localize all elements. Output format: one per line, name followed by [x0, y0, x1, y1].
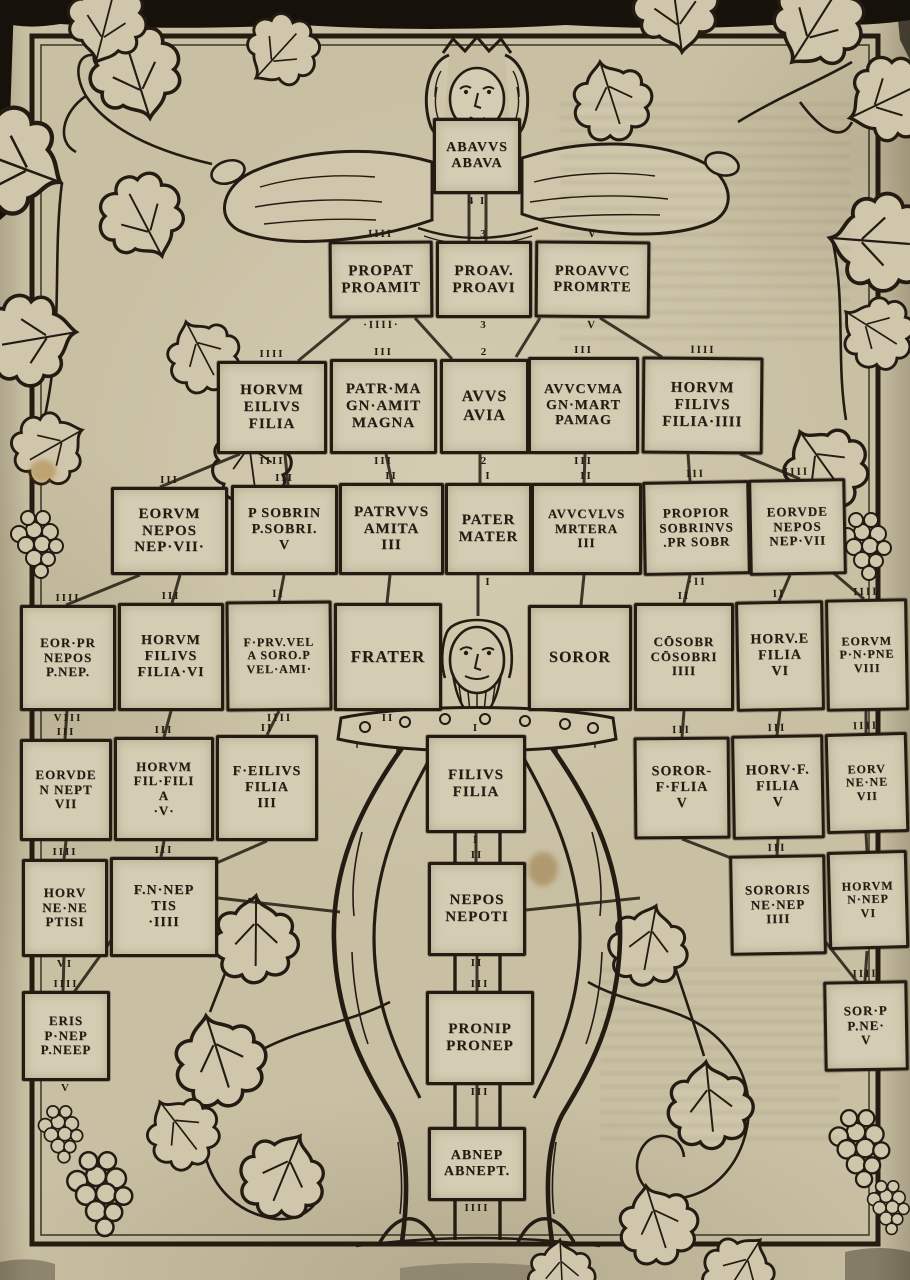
kinship-box-proavvc: [535, 227, 651, 332]
degree-numeral-bottom: III: [574, 455, 593, 467]
kinship-label-line: .PR SOBR: [662, 533, 731, 550]
kinship-box-patruus: [339, 470, 444, 575]
kinship-label-line: AVVCVMA: [543, 381, 624, 397]
kinship-label-line: HORVM: [670, 379, 735, 397]
kinship-box-consobrini: [634, 590, 734, 711]
degree-numeral-top: IIII: [52, 846, 78, 858]
kinship-box-pronip: [426, 978, 534, 1098]
kinship-box-propat: [329, 227, 434, 332]
kinship-label-line: VI: [771, 663, 790, 680]
kinship-label-line: ·V·: [153, 802, 175, 818]
kinship-label-line: EORV: [847, 761, 886, 777]
kinship-label-line: FILIVS: [674, 396, 731, 414]
degree-numeral-bottom: IIII: [266, 711, 293, 725]
kinship-box-p-sobrin: [231, 472, 338, 575]
kinship-box-horv-f-filia-5r: [731, 721, 825, 840]
kinship-label-line: VEL·AMI·: [246, 661, 312, 677]
kinship-label-line: AVIA: [463, 406, 506, 424]
kinship-label-line: EOR·PR: [40, 634, 96, 650]
kinship-label-line: FILIA: [757, 647, 803, 664]
degree-numeral-top: IIII: [259, 348, 285, 360]
kinship-label-line: HORVM: [841, 877, 894, 894]
kinship-label-line: P SOBRIN: [248, 506, 321, 522]
degree-numeral-top: IIII: [852, 719, 879, 733]
kinship-label-line: FILIA: [452, 784, 500, 800]
degree-numeral-bottom: IIII: [464, 1202, 490, 1214]
kinship-label-line: TIS: [151, 899, 177, 915]
kinship-label-line: FILIVS: [447, 767, 505, 784]
kinship-box-eorum-pn-8r: [825, 585, 909, 711]
kinship-label-line: FILIA: [755, 778, 801, 795]
kinship-label-line: PROAV.: [454, 262, 514, 279]
degree-numeral-top: II: [260, 722, 274, 734]
degree-numeral-bottom: II: [381, 712, 395, 724]
kinship-label-line: N·NEP: [846, 891, 889, 907]
kinship-label-line: SOROR: [549, 648, 611, 666]
kinship-box-f-n-nep-tis: [110, 844, 218, 957]
kinship-label-line: HORV: [43, 884, 87, 900]
kinship-label-line: F·FLIA: [655, 779, 709, 796]
kinship-label-line: AVVCVLVS: [547, 505, 626, 521]
kinship-label-line: CŌSOBRI: [650, 648, 718, 664]
kinship-box-eorv-ne-7r2: [825, 719, 910, 834]
kinship-label-line: PAMAG: [555, 413, 612, 429]
kinship-label-line: EORVDE: [766, 503, 828, 520]
kinship-label-line: NEPOTI: [445, 909, 509, 925]
kinship-box-soror: [528, 605, 632, 711]
kinship-label-line: HORVM: [141, 633, 201, 649]
degree-numeral-top: II: [580, 470, 593, 482]
degree-numeral-top: IIII: [55, 592, 81, 604]
degree-numeral-top: IIII: [53, 978, 79, 990]
kinship-box-nepos: [428, 849, 526, 969]
kinship-box-eris-p-nep: [22, 978, 110, 1094]
degree-numeral-bottom: V: [61, 1082, 71, 1094]
degree-numeral-top: 2: [480, 346, 489, 358]
degree-numeral-top: II: [772, 587, 786, 601]
kinship-label-line: P.NE·: [847, 1017, 885, 1033]
kinship-label-line: ERIS: [48, 1012, 84, 1028]
kinship-label-line: NE·NE: [845, 774, 889, 790]
degree-numeral-top: III: [161, 590, 181, 602]
kinship-label-line: PROAMIT: [341, 279, 421, 296]
kinship-label-line: MRTERA: [554, 520, 619, 536]
degree-numeral-bottom: 3: [480, 319, 488, 331]
kinship-label-line: NEPOS: [43, 649, 93, 665]
kinship-label-line: AVVS: [461, 388, 508, 406]
kinship-box-eorude-nepos-7r: [748, 465, 847, 576]
kinship-label-line: FILIA: [248, 415, 296, 432]
degree-numeral-top: III: [275, 472, 294, 484]
kinship-label-line: NEP·VII: [769, 532, 827, 549]
kinship-label-line: NEP·VII·: [134, 539, 205, 556]
kinship-box-avus: [440, 346, 529, 467]
kinship-label-line: EILIVS: [243, 399, 301, 416]
kinship-label-line: ABNEP: [450, 1148, 504, 1164]
degree-numeral-bottom: 4 I: [467, 195, 487, 207]
degree-numeral-bottom: II: [470, 957, 484, 969]
kinship-label-line: F.N·NEP: [133, 883, 195, 899]
kinship-box-horu-filia-6r: [735, 587, 825, 712]
degree-numeral-top: III: [160, 474, 179, 486]
kinship-label-line: F·PRV.VEL: [243, 634, 315, 649]
degree-numeral-top: 3: [480, 228, 488, 240]
kinship-label-line: PATER: [461, 512, 516, 529]
kinship-label-line: SOBRINVS: [659, 519, 734, 536]
kinship-box-patr-magn: [330, 346, 437, 467]
kinship-label-line: V: [278, 537, 291, 553]
kinship-label-line: F·EILIVS: [232, 764, 302, 780]
degree-numeral-bottom: I: [472, 834, 480, 846]
degree-numeral-bottom: I: [485, 576, 492, 588]
kinship-label-line: ABAVVS: [446, 140, 508, 156]
kinship-label-line: SORORIS: [744, 881, 811, 898]
kinship-label-line: HORVM: [136, 758, 192, 774]
kinship-label-line: N NEPT: [39, 781, 93, 797]
kinship-label-line: HORV·F.: [745, 762, 810, 779]
kinship-label-line: ·IIII: [148, 914, 180, 930]
kinship-label-line: VI: [860, 905, 877, 920]
degree-numeral-top: III: [686, 467, 706, 481]
kinship-label-line: VII: [54, 796, 78, 812]
kinship-box-horv-ne-ptisi: [22, 846, 108, 970]
degree-numeral-top: IIII: [690, 343, 716, 357]
kinship-label-line: FIL·FILI: [133, 773, 195, 789]
kinship-box-abavus: [433, 118, 521, 207]
kinship-label-line: PTISI: [45, 914, 85, 930]
kinship-label-line: PATR·MA: [345, 381, 422, 398]
kinship-label-line: FILIVS: [144, 649, 198, 665]
kinship-label-line: A: [158, 788, 170, 803]
degree-numeral-top: I: [485, 470, 492, 482]
degree-numeral-bottom: VIII: [53, 712, 83, 724]
kinship-label-line: P·N·PNE: [839, 646, 895, 662]
kinship-label-line: P.SOBRI.: [251, 522, 318, 538]
kinship-label-line: V: [772, 794, 784, 810]
kinship-box-sor-p-ne: [823, 967, 909, 1071]
kinship-box-abnep: [428, 1127, 526, 1214]
kinship-label-line: GN·AMIT: [345, 398, 422, 415]
kinship-label-line: SOR·P: [843, 1002, 888, 1019]
degree-numeral-top: III: [767, 841, 787, 855]
kinship-label-line: III: [381, 537, 402, 554]
kinship-label-line: CŌSOBR: [653, 633, 715, 649]
kinship-box-avunculus: [531, 470, 642, 575]
kinship-box-f-pru-vel: [226, 587, 333, 725]
kinship-box-filius: [426, 722, 526, 846]
kinship-label-line: PATRVVS: [353, 503, 430, 520]
kinship-label-line: FILIA·VI: [137, 664, 205, 680]
kinship-label-line: FILIA: [245, 780, 289, 796]
kinship-box-horum-filia-6l: [118, 590, 224, 711]
kinship-label-line: EORVM: [841, 633, 893, 649]
kinship-label-line: PROAVVC: [554, 263, 631, 280]
degree-numeral-top: III: [154, 724, 174, 736]
degree-numeral-top: I: [472, 722, 480, 734]
kinship-label-line: ABAVA: [451, 156, 503, 171]
degree-numeral-top: IIII: [852, 967, 878, 981]
kinship-box-avunc-magn: [528, 344, 639, 467]
degree-numeral-top: III: [374, 346, 393, 358]
kinship-label-line: FILIA·IIII: [662, 413, 743, 431]
degree-numeral-top: III: [154, 844, 174, 856]
kinship-label-line: PROPAT: [348, 262, 414, 279]
kinship-label-line: NE·NE: [42, 899, 88, 915]
kinship-box-horum-filia-4r: [642, 343, 764, 454]
kinship-label-line: P.NEEP: [40, 1042, 92, 1058]
kinship-label-line: IIII: [671, 663, 697, 679]
degree-numeral-bottom: ·II: [688, 575, 707, 589]
kinship-label-line: V: [676, 795, 688, 811]
degree-numeral-bottom: ·IIII·: [363, 318, 400, 332]
kinship-label-line: IIII: [765, 911, 791, 927]
kinship-label-line: NEPOS: [141, 522, 197, 539]
kinship-box-horum-n-nep: [827, 850, 910, 950]
degree-numeral-top: II: [677, 590, 691, 602]
kinship-box-eorude-nept-7l2: [20, 726, 112, 841]
kinship-label-line: PRONEP: [446, 1038, 514, 1054]
kinship-label-line: NEPOS: [773, 518, 822, 535]
degree-numeral-top: III: [574, 344, 593, 356]
kinship-label-line: III: [257, 795, 277, 811]
kinship-label-line: GN·MART: [546, 397, 621, 413]
kinship-label-line: MATER: [458, 529, 519, 545]
kinship-label-line: SOROR-: [651, 764, 713, 780]
degree-numeral-top: II: [272, 587, 285, 601]
kinship-label-line: P·NEP: [44, 1027, 88, 1043]
kinship-box-frater: [334, 603, 442, 724]
kinship-label-line: EORVM: [138, 505, 201, 522]
kinship-label-line: EORVDE: [35, 766, 97, 782]
kinship-box-soror-f-flia: [634, 723, 731, 840]
kinship-label-line: VIII: [853, 660, 881, 675]
kinship-label-line: NEPOS: [449, 892, 505, 909]
degree-numeral-bottom: III: [374, 455, 393, 467]
kinship-label-line: PROAVI: [452, 279, 516, 296]
kinship-label-line: PROMRTE: [553, 279, 632, 295]
degree-numeral-bottom: VI: [56, 958, 74, 970]
degree-numeral-top: IIII: [853, 585, 879, 599]
degree-numeral-top: IIII: [367, 227, 394, 241]
kinship-label-line: PROPIOR: [662, 504, 730, 521]
kinship-box-eorum-nepos-7l: [111, 474, 228, 575]
kinship-box-propior-sobr: [642, 467, 751, 589]
kinship-label-line: III: [577, 535, 596, 551]
degree-numeral-top: V: [587, 227, 598, 241]
degree-numeral-bottom: V: [587, 318, 598, 332]
kinship-label-line: P.NEP.: [45, 664, 91, 680]
kinship-label-line: VII: [856, 788, 879, 804]
kinship-label-line: FRATER: [350, 647, 426, 667]
kinship-box-eor-pr-nepos-8l: [20, 592, 116, 724]
kinship-label-line: A SORO.P: [247, 647, 311, 663]
degree-numeral-top: IIII: [783, 465, 810, 479]
degree-numeral-bottom: III: [470, 1086, 490, 1098]
kinship-box-horum-fil-fili-5l: [114, 724, 214, 841]
degree-numeral-top: II: [385, 470, 398, 482]
kinship-box-horum-filia-4l: [217, 348, 327, 467]
kinship-box-f-eilius: [216, 722, 318, 841]
degree-numeral-top: III: [767, 721, 787, 735]
degree-numeral-top: III: [672, 723, 691, 737]
kinship-box-sororis-ne-nep: [729, 841, 827, 956]
degree-numeral-bottom: 2: [480, 455, 489, 467]
kinship-label-line: PRONIP: [448, 1021, 512, 1038]
kinship-box-pater: [445, 470, 532, 588]
kinship-label-line: V: [860, 1032, 872, 1048]
kinship-label-line: ABNEPT.: [443, 1164, 511, 1179]
kinship-label-line: HORV.E: [750, 631, 810, 648]
kinship-label-line: HORVM: [240, 382, 304, 399]
degree-numeral-top: III: [56, 726, 76, 738]
kinship-label-line: MAGNA: [351, 414, 416, 431]
kinship-label-line: AMITA: [363, 520, 420, 537]
kinship-label-line: NE·NEP: [750, 896, 806, 913]
degree-numeral-bottom: IIII: [259, 455, 285, 467]
kinship-box-proav: [436, 228, 532, 331]
degree-numeral-top: II: [470, 849, 484, 861]
degree-numeral-top: III: [470, 978, 490, 990]
